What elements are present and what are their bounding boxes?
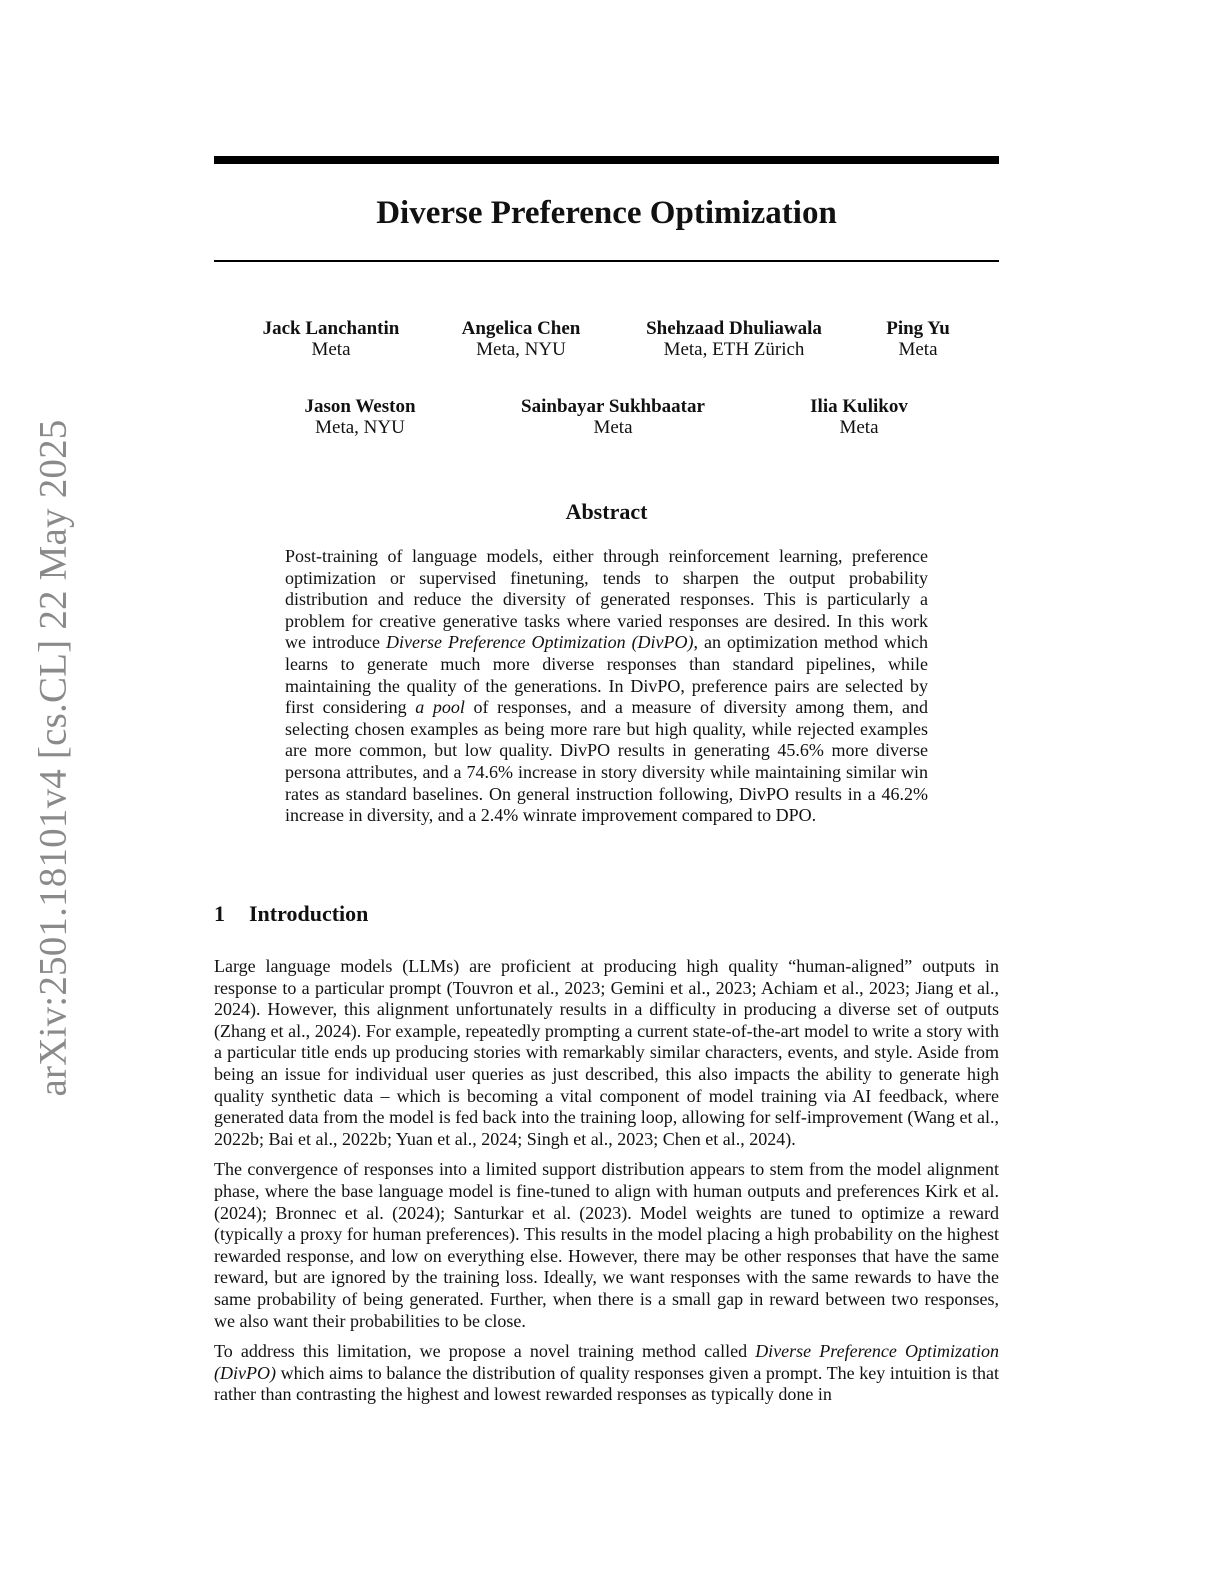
section-title: Introduction (249, 901, 369, 926)
author-block (878, 318, 958, 360)
title-top-rule (214, 156, 999, 164)
title-bottom-rule (214, 260, 999, 262)
abstract-text (285, 546, 928, 827)
author-name: Angelica Chen (461, 318, 581, 339)
author-block (804, 396, 914, 438)
author-affiliation: Meta, ETH Zürich (663, 339, 805, 360)
paragraph: Large language models (LLMs) are proficient at producing high quality “human-aligned” outputs in response to a particular prompt (Touvron et al., 2023; Gemini et al., 2023; Achiam et al., 2023; Jiang et al., 2024). However, this alignment unfortunately results in a difficulty in producing a diverse set of outputs (Zhang et al., 2024). For example, repeatedly prompting a current state-of-the-art model to write a story with a particular title ends up producing stories with remarkably similar characters, events, and style. Aside from being an issue for individual user queries as just described, this also impacts the ability to generate high quality synthetic data – which is becoming a vital component of model training via AI feedback, where generated data from the model is fed back into the training loop, allowing for self-improvement (Wang et al., 2022b; Bai et al., 2022b; Yuan et al., 2024; Singh et al., 2023; Chen et al., 2024). (214, 956, 999, 1149)
paragraph: The convergence of responses into a limited support distribution appears to stem from the model alignment phase, where the base language model is fine-tuned to align with human outputs and preferences Kirk et al. (2024); Bronnec et al. (2024); Santurkar et al. (2023). Model weights are tuned to optimize a reward (typically a proxy for human preferences). This results in the model placing a high probability on the highest rewarded response, and low on everything else. However, there may be other responses that have the same reward, but are ignored by the training loss. Ideally, we want responses with the same rewards to have the same probability of being generated. Further, when there is a small gap in reward between two responses, we also want their probabilities to be close. (214, 1159, 999, 1331)
author-block (300, 396, 420, 438)
author-block (454, 318, 588, 360)
author-block (634, 318, 834, 360)
author-name: Ilia Kulikov (810, 396, 908, 417)
abstract-method-name: Diverse Preference Optimization (DivPO) (385, 632, 694, 653)
abstract-heading: Abstract (565, 499, 648, 524)
section-heading-introduction (214, 900, 368, 928)
author-affiliation: Meta (593, 417, 633, 438)
arxiv-identifier: arXiv:2501.18101v4 [cs.CL] 22 May 2025 (31, 418, 75, 1097)
author-affiliation: Meta, NYU (315, 417, 405, 438)
abstract-pool-emphasis: a pool (415, 697, 465, 718)
author-name: Jason Weston (304, 396, 416, 417)
author-name: Sainbayar Sukhbaatar (521, 396, 705, 417)
author-affiliation: Meta (839, 417, 879, 438)
abstract-text-part: of responses, and a measure of diversity among them, and selecting chosen examples as being more rare but high quality, while rejected examples are more common, but low quality. DivPO results in generating 45.6% more diverse persona attributes, and a 74.6% increase in story diversity while maintaining similar win rates as standard baselines. On general instruction following, DivPO results in a 46.2% increase in diversity, and a 2.4% winrate improvement compared to DPO. (285, 697, 928, 826)
abstract-text-part: , an optimization method which learns to generate much more diverse responses than standard pipelines, while maintaining the quality of the generations. In DivPO, preference pairs are selected by first considering (285, 632, 928, 718)
arxiv-sidebar (30, 405, 76, 1110)
method-name-emphasis: Diverse Preference Optimization (DivPO) (214, 1341, 999, 1383)
author-affiliation: Meta, NYU (476, 339, 566, 360)
introduction-body (214, 956, 999, 1415)
author-name: Jack Lanchantin (262, 318, 400, 339)
author-name: Ping Yu (886, 318, 950, 339)
paragraph-text: To address this limitation, we propose a novel training method called (214, 1341, 756, 1362)
author-block (258, 318, 404, 360)
paper-title: Diverse Preference Optimization (376, 195, 837, 231)
author-affiliation: Meta (311, 339, 351, 360)
paragraph-text: which aims to balance the distribution of quality responses given a prompt. The key intuition is that rather than contrasting the highest and lowest rewarded responses as typically done in (214, 1362, 999, 1405)
author-affiliation: Meta (898, 339, 938, 360)
author-block (510, 396, 716, 438)
author-name: Shehzaad Dhuliawala (646, 318, 822, 339)
section-number: 1 (214, 901, 225, 926)
paragraph (214, 1341, 999, 1406)
abstract-text-part: Post-training of language models, either through reinforcement learning, preference optimization or supervised finetuning, tends to sharpen the output probability distribution and reduce the diversity of generated responses. This is particularly a problem for creative generative tasks where varied responses are desired. In this work we introduce (285, 546, 928, 653)
